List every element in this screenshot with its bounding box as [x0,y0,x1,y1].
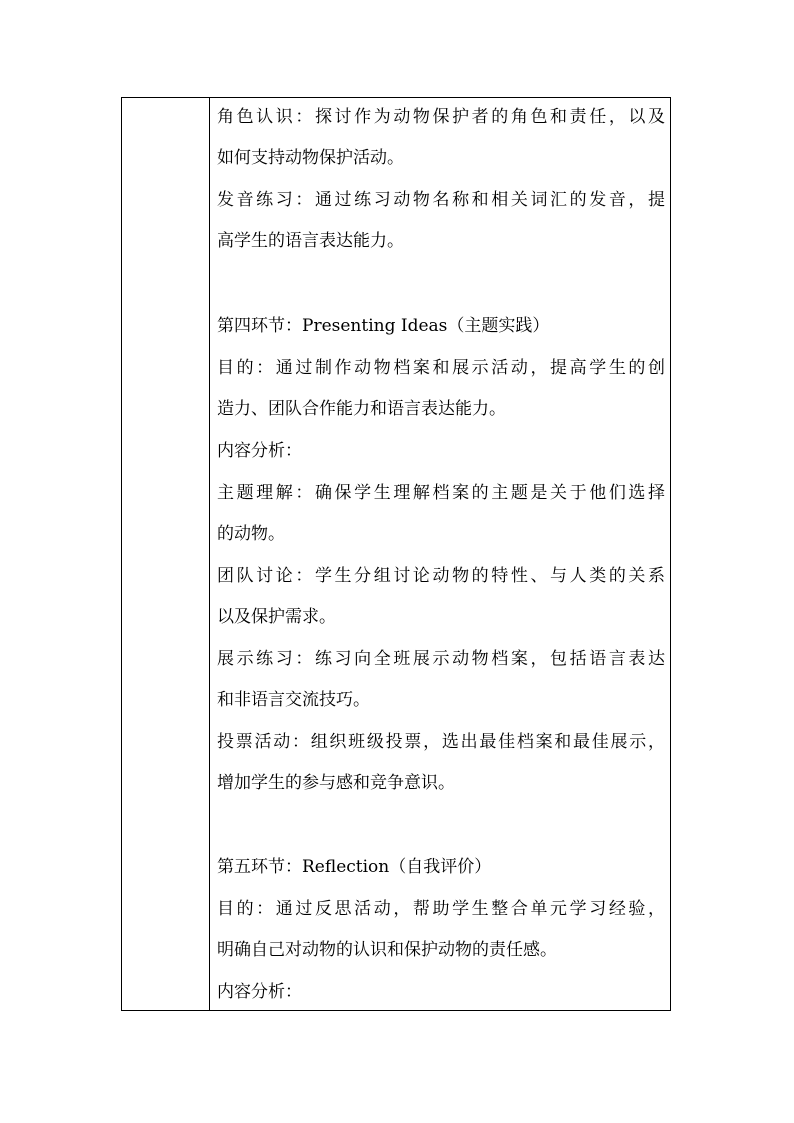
text-line: 造力、团队合作能力和语言表达能力。 [217,399,506,419]
text-line: 内容分析： [217,441,302,461]
text-line: 发音练习：通过练习动物名称和相关词汇的发音，提 [217,190,665,210]
text-line: 主题理解：确保学生理解档案的主题是关于他们选择 [217,483,665,503]
text-line: 展示练习：练习向全班展示动物档案，包括语言表达 [217,649,665,669]
text-line: 和非语言交流技巧。 [217,690,370,710]
text-line: 角色认识：探讨作为动物保护者的角色和责任，以及 [217,107,665,127]
text-line: 增加学生的参与感和竞争意识。 [217,773,455,793]
table-left-cell [122,98,209,1010]
section-heading: 第五环节：Reflection（自我评价） [217,857,492,877]
text-line: 投票活动：组织班级投票，选出最佳档案和最佳展示， [217,732,665,752]
column-divider [209,98,210,1010]
text-line: 高学生的语言表达能力。 [217,231,404,251]
text-line: 如何支持动物保护活动。 [217,148,404,168]
text-line: 团队讨论：学生分组讨论动物的特性、与人类的关系 [217,566,665,586]
text-line: 明确自己对动物的认识和保护动物的责任感。 [217,940,557,960]
content-table [121,97,671,1011]
section-heading: 第四环节：Presenting Ideas（主题实践） [217,316,550,336]
text-line: 的动物。 [217,524,285,544]
text-line: 目的：通过制作动物档案和展示活动，提高学生的创 [217,358,665,378]
text-line: 以及保护需求。 [217,607,336,627]
text-line: 内容分析： [217,982,302,1002]
text-line: 目的：通过反思活动，帮助学生整合单元学习经验， [217,899,665,919]
